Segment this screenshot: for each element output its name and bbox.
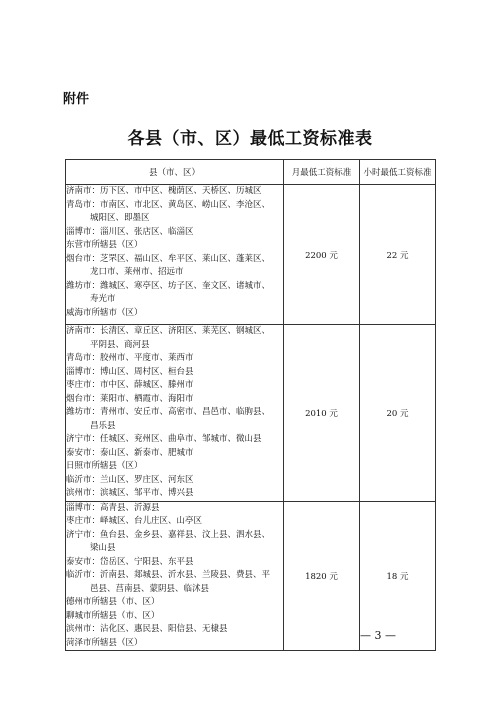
hourly-wage-cell: 22 元 xyxy=(360,185,436,325)
area-line: 潍坊市：青州市、安丘市、高密市、昌邑市、临朐县、 xyxy=(66,407,271,417)
monthly-wage-cell: 2010 元 xyxy=(284,325,360,502)
area-line: 临沂市：兰山区、罗庄区、河东区 xyxy=(66,474,194,485)
area-line: 青岛市：市南区、市北区、黄岛区、崂山区、李沧区、 xyxy=(66,199,271,210)
column-header-monthly: 月最低工资标准 xyxy=(284,160,360,185)
area-line: 寿光市 xyxy=(90,294,116,304)
area-list-cell xyxy=(66,325,284,502)
area-line: 平阴县、商河县 xyxy=(90,339,150,350)
area-line: 菏泽市所辖县（区） xyxy=(66,637,143,648)
page-number: — 3 — xyxy=(360,629,396,642)
area-line: 滨州市：沾化区、惠民县、阳信县、无棣县 xyxy=(66,624,228,634)
area-line: 济宁市：任城区、兖州区、曲阜市、邹城市、微山县 xyxy=(66,434,262,444)
area-line: 梁山县 xyxy=(90,543,116,553)
area-line: 济南市：长清区、章丘区、济阳区、莱芜区、钢城区、 xyxy=(66,326,271,336)
area-line: 淄博市：高青县、沂源县 xyxy=(66,502,160,513)
area-line: 东营市所辖县（区） xyxy=(66,240,143,250)
area-line: 聊城市所辖县（市、区） xyxy=(66,610,160,621)
attachment-label: 附件 xyxy=(63,92,90,107)
monthly-wage-cell: 1820 元 xyxy=(284,501,360,651)
page-title: 各县（市、区）最低工资标准表 xyxy=(127,129,373,149)
hourly-wage-cell: 18 元 xyxy=(360,501,436,651)
area-line: 临沂市：沂南县、郯城县、沂水县、兰陵县、费县、平 xyxy=(66,570,271,580)
table-row xyxy=(66,185,436,325)
column-header-area: 县（市、区） xyxy=(66,160,284,185)
area-line: 滨州市：滨城区、邹平市、博兴县 xyxy=(66,488,194,498)
table-header-row xyxy=(66,160,436,185)
area-line: 城阳区、即墨区 xyxy=(90,213,150,223)
area-line: 日照市所辖县（区） xyxy=(66,461,143,471)
area-line: 威海市所辖市（区） xyxy=(66,307,143,318)
area-line: 昌乐县 xyxy=(90,420,116,431)
area-line: 淄博市：博山区、周村区、桓台县 xyxy=(66,366,194,377)
area-line: 青岛市：胶州市、平度市、莱西市 xyxy=(66,353,194,363)
area-line: 济南市：历下区、市中区、槐荫区、天桥区、历城区 xyxy=(66,186,262,196)
area-line: 烟台市：莱阳市、栖霞市、海阳市 xyxy=(66,393,194,404)
area-line: 潍坊市：潍城区、寒亭区、坊子区、奎文区、诸城市、 xyxy=(66,280,271,291)
area-line: 济宁市：鱼台县、金乡县、嘉祥县、汶上县、泗水县、 xyxy=(66,529,271,540)
area-line: 邑县、莒南县、蒙阴县、临沭县 xyxy=(90,583,210,594)
area-line: 泰安市：岱岳区、宁阳县、东平县 xyxy=(66,556,194,567)
area-list-cell xyxy=(66,185,284,325)
minimum-wage-table xyxy=(65,159,436,651)
area-line: 德州市所辖县（市、区） xyxy=(66,597,160,607)
area-line: 泰安市：泰山区、新泰市、肥城市 xyxy=(66,447,194,458)
column-header-hourly: 小时最低工资标准 xyxy=(360,160,436,185)
monthly-wage-cell: 2200 元 xyxy=(284,185,360,325)
area-list-cell xyxy=(66,501,284,651)
area-line: 淄博市：淄川区、张店区、临淄区 xyxy=(66,226,194,237)
area-line: 龙口市、莱州市、招远市 xyxy=(90,267,184,277)
area-line: 枣庄市：市中区、薛城区、滕州市 xyxy=(66,380,194,390)
area-line: 烟台市：芝罘区、福山区、牟平区、莱山区、蓬莱区、 xyxy=(66,253,271,264)
table-row xyxy=(66,325,436,502)
hourly-wage-cell: 20 元 xyxy=(360,325,436,502)
area-line: 枣庄市：峄城区、台儿庄区、山亭区 xyxy=(66,516,203,526)
